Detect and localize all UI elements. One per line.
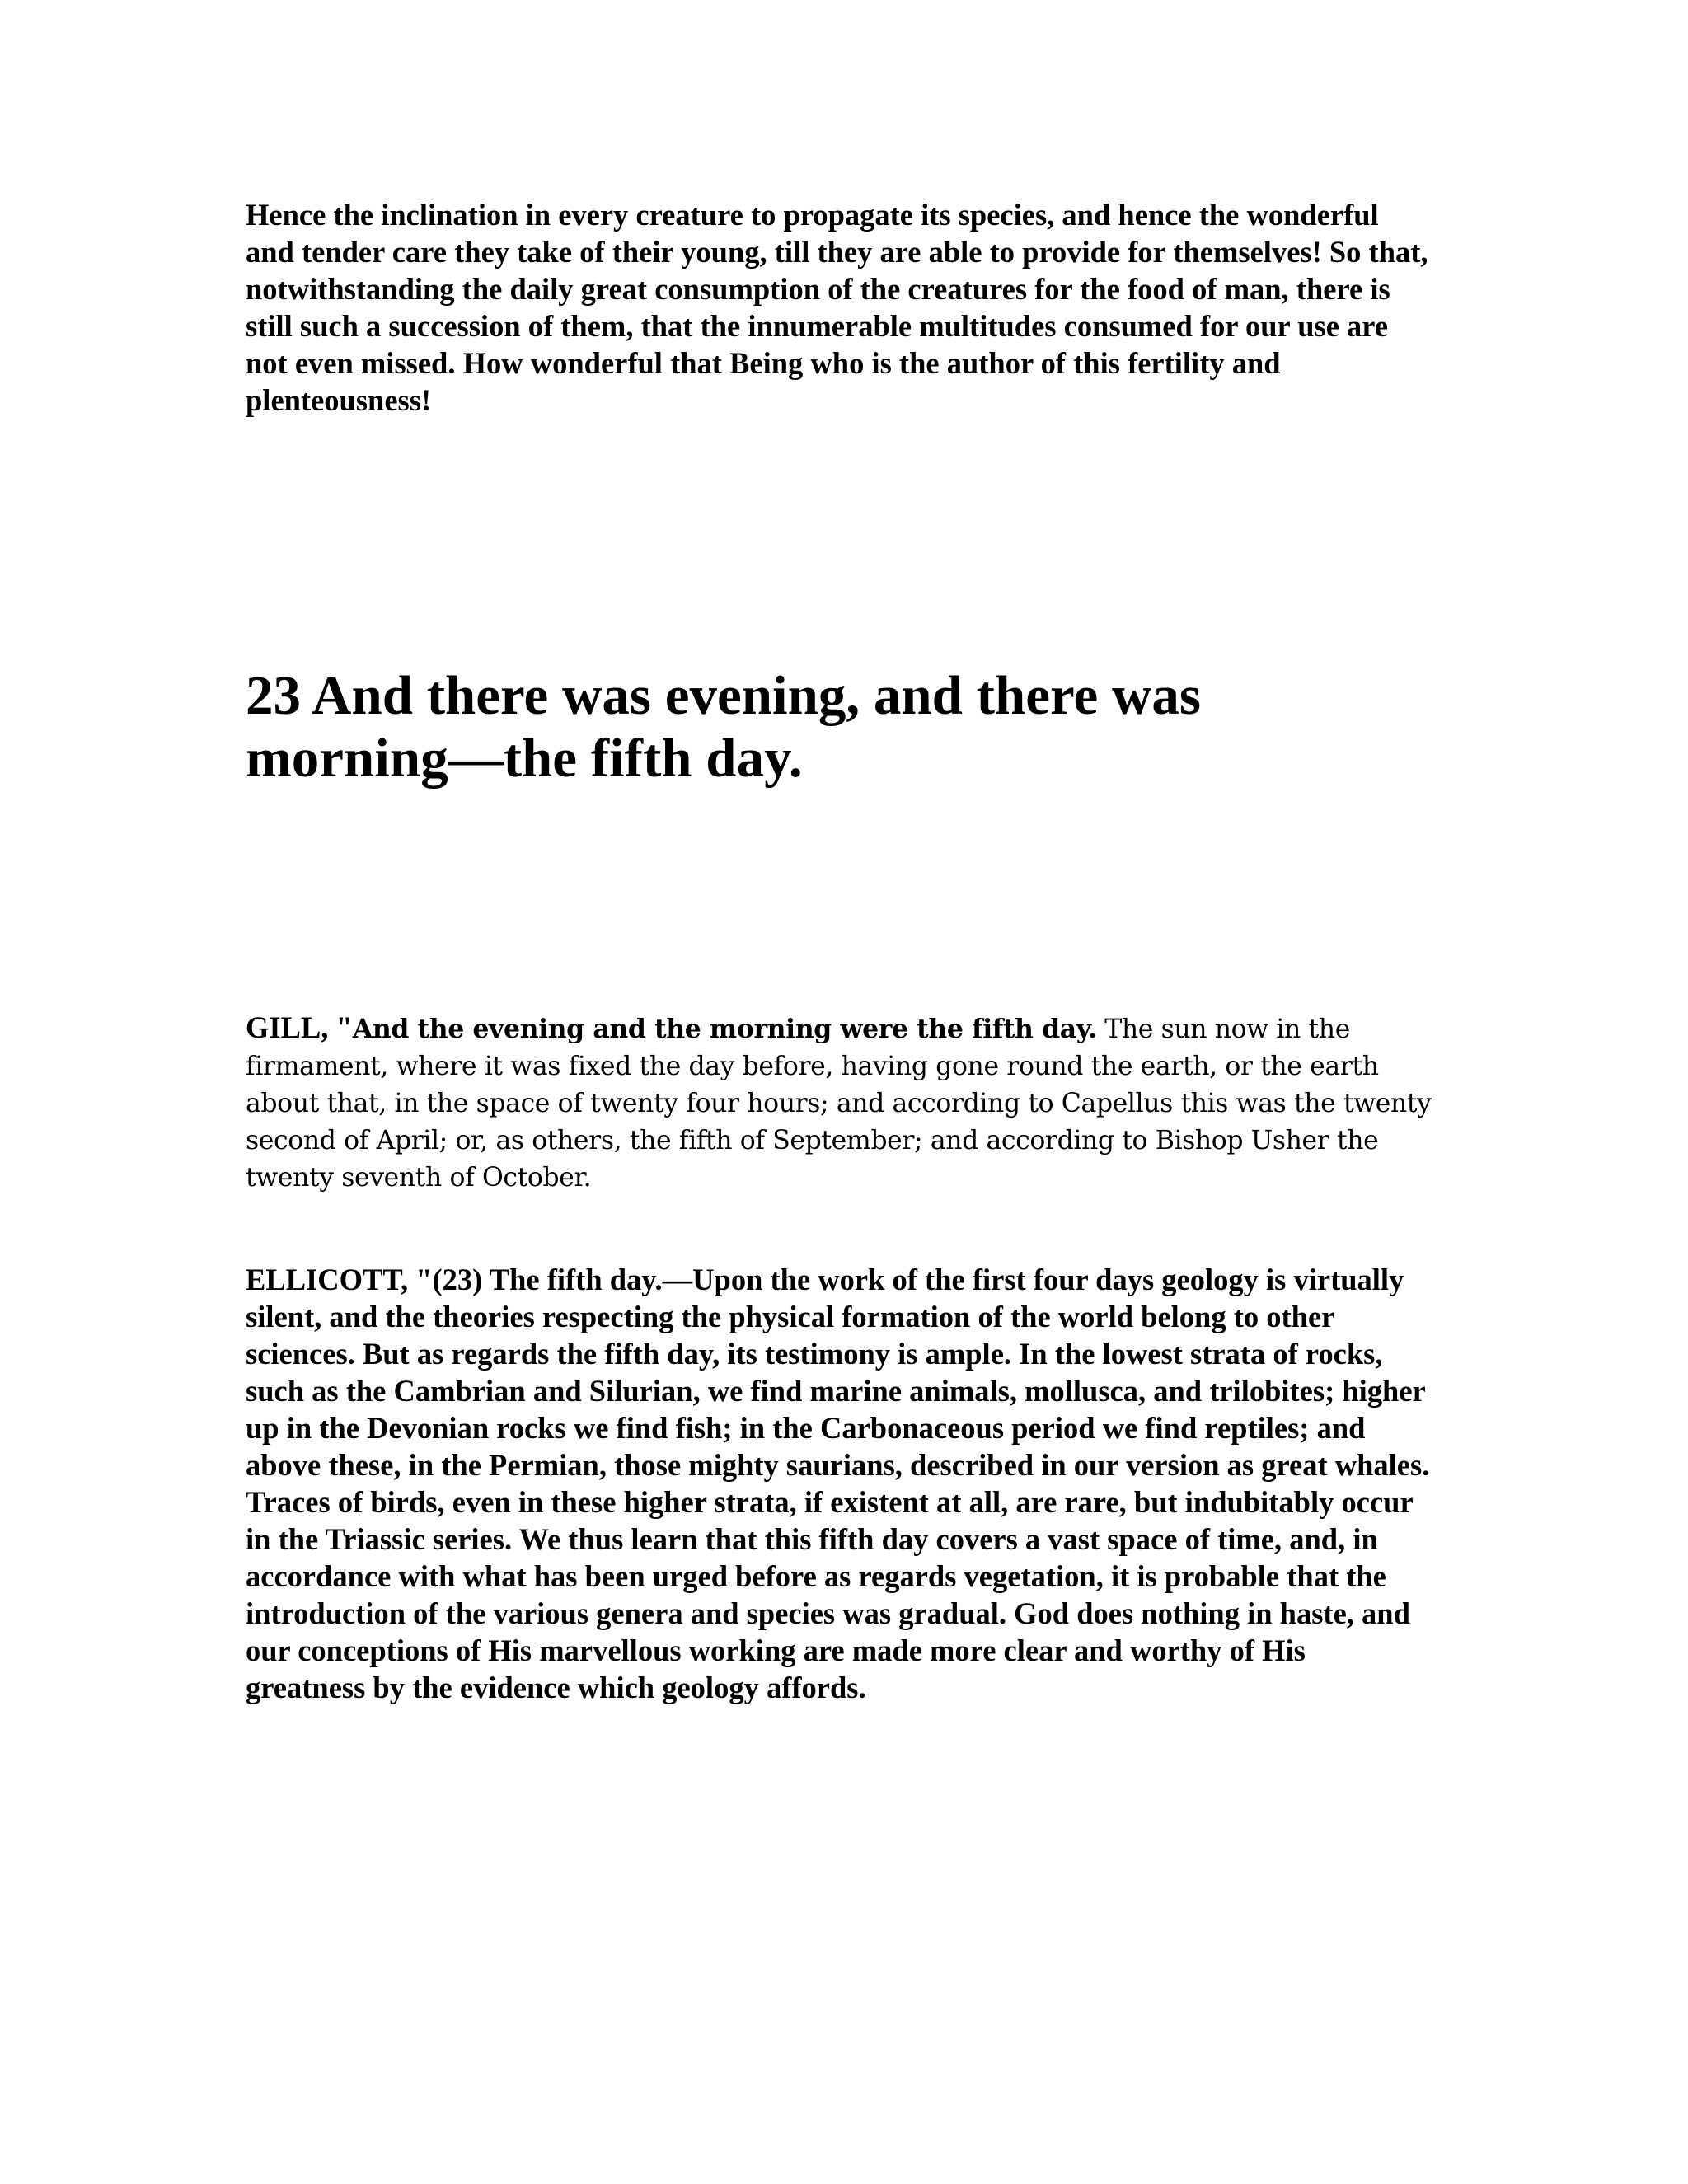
gill-text: The sun now in the firmament, where it was fixed the day before, having gone round the earth, or the earth about that, in the space of twenty four hours; and according to Capellus this was the twenty second of April; or, as others, the fifth of September; and according to Bishop Usher the twenty seventh of October. xyxy=(246,1015,1432,1193)
gill-author: GILL, " xyxy=(246,1010,353,1044)
intro-paragraph: Hence the inclination in every creature to propagate its species, and hence the wonderful and tender care they take of their young, till they are able to provide for themselves! So that, notwithstanding the daily great consumption of the creatures for the food of man, there is still such a succession of them, that the innumerable multitudes consumed for our use are not even missed. How wonderful that Being who is the author of this fertility and plenteousness! xyxy=(246,198,1428,417)
gill-lemma: And the evening and the morning were the fifth day. xyxy=(352,1014,1097,1044)
gill-commentary xyxy=(246,1009,1449,1197)
verse-heading: 23 And there was evening, and there was morning—the fifth day. xyxy=(246,665,1201,789)
ellicott-commentary: ELLICOTT, "(23) The fifth day.—Upon the work of the first four days geology is virtually silent, and the theories respecting the physical formation of the world belong to other sciences. But as regards the fifth day, its testimony is ample. In the lowest strata of rocks, such as the Cambrian and Silurian, we find marine animals, mollusca, and trilobites; higher up in the Devonian rocks we find fish; in the Carbonaceous period we find reptiles; and above these, in the Permian, those mighty saurians, described in our version as great whales. Traces of birds, even in these higher strata, if existent at all, are rare, but indubitably occur in the Triassic series. We thus learn that this fifth day covers a vast space of time, and, in accordance with what has been urged before as regards vegetation, it is probable that the introduction of the various genera and species was gradual. God does nothing in haste, and our conceptions of His marvellous working are made more clear and worthy of His greatness by the evidence which geology affords. xyxy=(246,1263,1430,1704)
